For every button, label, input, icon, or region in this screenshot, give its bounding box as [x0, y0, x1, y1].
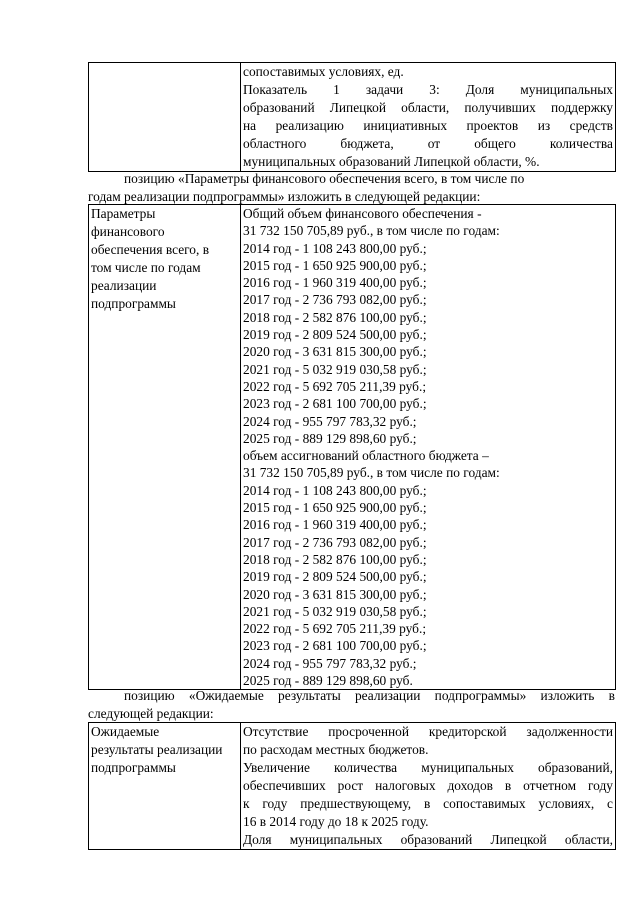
text-line: обеспечивших рост налоговых доходов в отчетном году — [243, 778, 613, 793]
text-line: 2017 год - 2 736 793 082,00 руб.; — [243, 292, 427, 308]
text-line: Общий объем финансового обеспечения - — [243, 206, 482, 221]
text-line: 2020 год - 3 631 815 300,00 руб.; — [243, 344, 427, 360]
text-line: 2019 год - 2 809 524 500,00 руб.; — [243, 569, 427, 585]
text-line: по расходам местных бюджетов. — [243, 742, 429, 757]
text-line: 31 732 150 705,89 руб., в том числе по годам: — [243, 223, 500, 239]
text-line: том числе по годам — [91, 260, 201, 275]
text-line: 2021 год - 5 032 919 030,58 руб.; — [243, 603, 427, 619]
text-line: 2019 год - 2 809 524 500,00 руб.; — [243, 327, 427, 343]
text-line: 2016 год - 1 960 319 400,00 руб.; — [243, 275, 427, 291]
text-line: образований Липецкой области, получивших поддержку — [243, 100, 613, 115]
text-line: областного бюджета, от общего количества — [243, 136, 613, 151]
financing-values-cell — [241, 205, 616, 690]
indicator-table-continued — [88, 62, 616, 172]
text-line: 31 732 150 705,89 руб., в том числе по годам: — [243, 465, 500, 481]
text-line: Ожидаемые — [91, 724, 160, 739]
text-line: 2023 год - 2 681 100 700,00 руб.; — [243, 396, 427, 412]
text-line: финансового — [91, 224, 165, 239]
text-line: объем ассигнований областного бюджета – — [243, 448, 489, 464]
text-line: следующей редакции: — [88, 706, 214, 721]
expected-results-label-cell — [89, 723, 241, 850]
text-line: 2024 год - 955 797 783,32 руб.; — [243, 655, 417, 671]
text-line: годам реализации подпрограммы» изложить в следующей редакции: — [88, 189, 481, 204]
text-line: Параметры — [91, 206, 156, 221]
text-line: 2023 год - 2 681 100 700,00 руб.; — [243, 638, 427, 654]
text-line: 2014 год - 1 108 243 800,00 руб.; — [243, 482, 427, 498]
text-line: Увеличение количества муниципальных образований, — [243, 760, 613, 775]
text-line: муниципальных образований Липецкой области, %. — [243, 154, 540, 169]
text-line: 2014 год - 1 108 243 800,00 руб.; — [243, 240, 427, 256]
text-line: результаты реализации — [91, 742, 223, 757]
financing-table — [88, 204, 616, 690]
text-line: 2022 год - 5 692 705 211,39 руб.; — [243, 378, 427, 394]
text-line: 2015 год - 1 650 925 900,00 руб.; — [243, 500, 427, 516]
text-line: Доля муниципальных образований Липецкой области, — [243, 832, 613, 847]
text-line: сопоставимых условиях, ед. — [243, 64, 404, 79]
text-line: Отсутствие просроченной кредиторской задолженности — [243, 724, 613, 739]
expected-results-text-cell — [241, 723, 616, 850]
text-line: 2020 год - 3 631 815 300,00 руб.; — [243, 586, 427, 602]
text-line: 2024 год - 955 797 783,32 руб.; — [243, 413, 417, 429]
indicator-table-left-cell — [89, 63, 241, 172]
text-line: реализации — [91, 278, 157, 293]
text-line: подпрограммы — [91, 296, 176, 311]
expected-results-table — [88, 722, 616, 850]
text-line: 16 в 2014 году до 18 к 2025 году. — [243, 814, 429, 829]
text-line: позицию «Ожидаемые результаты реализации подпрограммы» изложить в — [124, 688, 615, 703]
indicator-table-right-cell — [241, 63, 616, 172]
text-line: 2018 год - 2 582 876 100,00 руб.; — [243, 309, 427, 325]
text-line: 2018 год - 2 582 876 100,00 руб.; — [243, 551, 427, 567]
text-line: на реализацию инициативных проектов из средств — [243, 118, 613, 133]
text-line: Показатель 1 задачи 3: Доля муниципальных — [243, 82, 613, 97]
text-line: обеспечения всего, в — [91, 242, 210, 257]
text-line: 2022 год - 5 692 705 211,39 руб.; — [243, 621, 427, 637]
financing-label-cell — [89, 205, 241, 690]
text-line: 2021 год - 5 032 919 030,58 руб.; — [243, 361, 427, 377]
text-line: 2016 год - 1 960 319 400,00 руб.; — [243, 517, 427, 533]
text-line: позицию «Параметры финансового обеспечения всего, в том числе по — [124, 171, 525, 186]
text-line: 2017 год - 2 736 793 082,00 руб.; — [243, 534, 427, 550]
text-line: подпрограммы — [91, 760, 176, 775]
instruction-paragraph-1 — [88, 170, 615, 206]
text-line: 2025 год - 889 129 898,60 руб. — [243, 673, 413, 689]
text-line: 2025 год - 889 129 898,60 руб.; — [243, 430, 417, 446]
text-line: 2015 год - 1 650 925 900,00 руб.; — [243, 257, 427, 273]
instruction-paragraph-2 — [88, 687, 615, 723]
text-line: к году предшествующему, в сопоставимых условиях, с — [243, 796, 613, 811]
